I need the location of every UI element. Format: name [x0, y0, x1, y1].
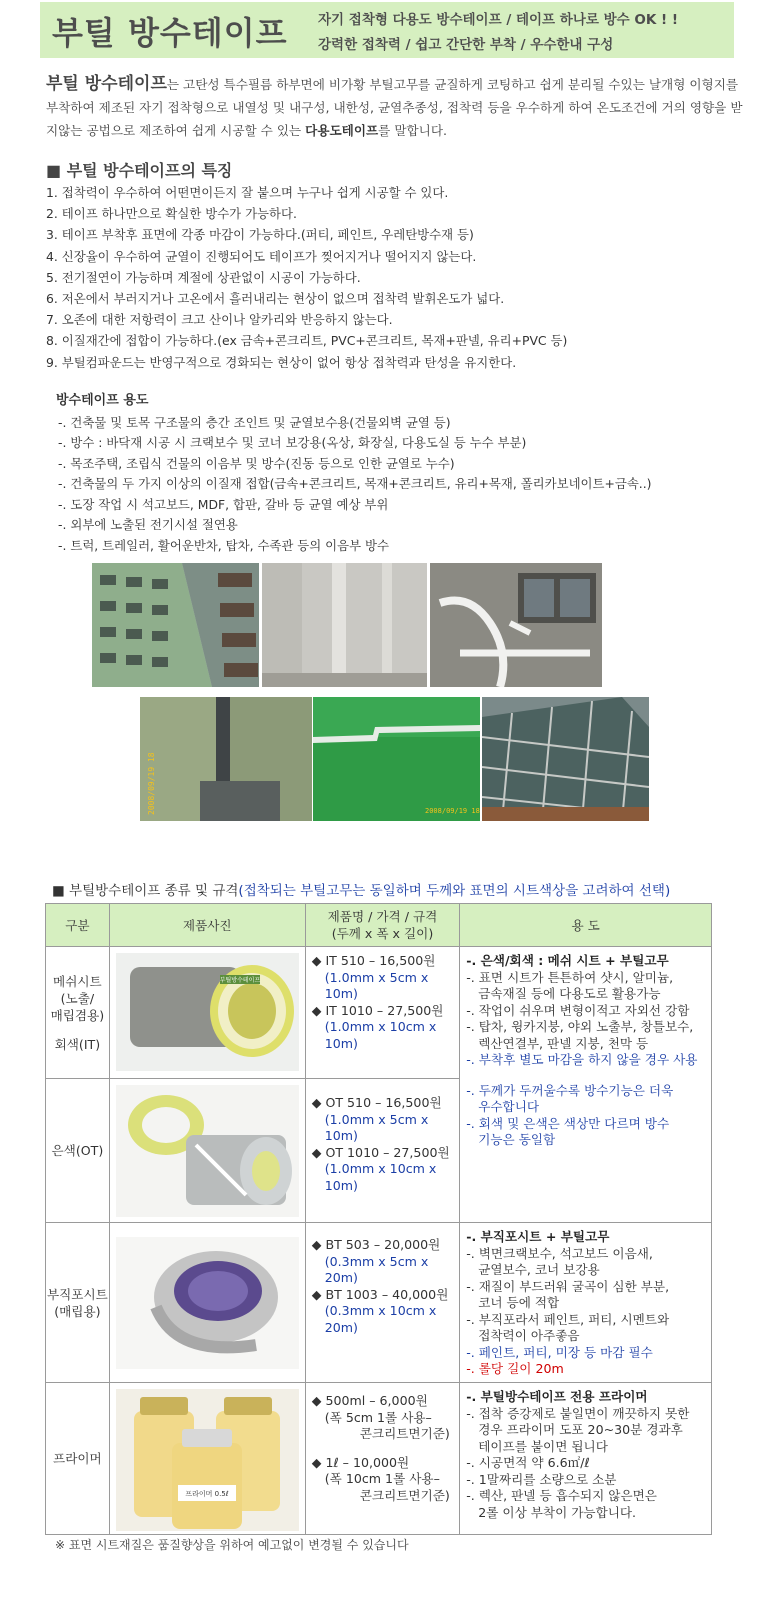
page-title: 부틸 방수테이프 [52, 14, 288, 52]
feature-item: 8. 이질재간에 접합이 가능하다.(ex 금속+콘크리트, PVC+콘크리트, 목재+판넬, 유리+PVC 등) [46, 333, 568, 349]
use-cell-mesh [460, 947, 712, 1223]
use-line: 경우 프라이머 도포 20~30분 경과후 [478, 1422, 683, 1437]
price-cell-it [305, 947, 459, 1079]
price-spec: (1.0mm x 10cm x 10m) [324, 1019, 437, 1051]
price-spec: (폭 5cm 1롤 사용– [324, 1409, 432, 1425]
product-photo-silver-tape [116, 1085, 299, 1217]
price-cell-bt [305, 1223, 459, 1383]
feature-item: 7. 오존에 대한 저항력이 크고 산이나 알카리와 반응하지 않는다. [46, 312, 393, 328]
banner-tagline-1: 자기 접착형 다용도 방수테이프 / 테이프 하나로 방수 OK ! ! [318, 12, 679, 28]
use-line: 렉산연결부, 판넬 지붕, 천막 등 [478, 1035, 649, 1051]
tape-brand-label: 부틸방수테이프 [219, 977, 261, 984]
use-heading: -. 부틸방수테이프 전용 프라이머 [466, 1389, 648, 1404]
use-line: -. 접착 증강제로 붙일면이 깨끗하지 못한 [466, 1405, 690, 1421]
table-row [46, 1223, 712, 1383]
intro-text-2: 를 말합니다. [378, 123, 448, 138]
price-item: ◆ 500ml – 6,000원 [311, 1393, 428, 1408]
product-photo-primer [116, 1389, 299, 1531]
price-item: ◆ IT 510 – 16,500원 [311, 953, 436, 968]
use-line: -. 작업이 쉬우며 변형이적고 자외선 강함 [466, 1002, 690, 1018]
photo-apartment-exterior [92, 563, 259, 687]
price-item: ◆ IT 1010 – 27,500원 [311, 1002, 444, 1018]
price-cell-ot [305, 1079, 459, 1223]
price-cell-primer [305, 1383, 459, 1535]
spec-title [52, 879, 670, 899]
use-line: -. 부착후 별도 마감을 하지 않을 경우 사용 [466, 1052, 698, 1067]
use-line: -. 롤당 길이 20m [466, 1361, 564, 1376]
footnote: ※ 표면 시트재질은 품질향상을 위하여 예고없이 변경될 수 있습니다 [55, 1538, 409, 1552]
price-item: ◆ OT 1010 – 27,500원 [311, 1144, 450, 1160]
usage-item: -. 목조주택, 조립식 건물의 이음부 및 방수(진동 등으로 인한 균열로 누수) [58, 455, 455, 471]
use-line: -. 표면 시트가 튼튼하여 샷시, 알미늄, [466, 969, 674, 985]
use-line: 코너 등에 적합 [478, 1295, 560, 1310]
feature-item: 2. 테이프 하나만으로 확실한 방수가 가능하다. [46, 206, 297, 222]
header-banner [40, 2, 734, 58]
category-primer: 프라이머 [46, 1383, 110, 1535]
feature-item: 6. 저온에서 부러지거나 고온에서 흘러내리는 현상이 없으며 접착력 발휘온도가 넓다. [46, 291, 505, 307]
use-line: -. 1말짜리를 소량으로 소분 [466, 1471, 617, 1487]
price-spec: (1.0mm x 10cm x 10m) [324, 1161, 437, 1193]
category-label: 매립겸용) [50, 1007, 105, 1023]
header-photo: 제품사진 [109, 904, 305, 947]
usage-item: -. 방수 : 바닥재 시공 시 크랙보수 및 코너 보강용(옥상, 화장실, 다용도실 등 누수 부분) [58, 435, 527, 450]
category-label: 메쉬시트 [53, 973, 102, 989]
usage-item: -. 트럭, 트레일러, 활어운반차, 탑차, 수족관 등의 이음부 방수 [58, 537, 389, 553]
price-item: ◆ 1ℓ – 10,000원 [311, 1454, 410, 1470]
price-spec: (1.0mm x 5cm x 10m) [324, 1111, 429, 1143]
features-list [46, 182, 746, 373]
photo-corner-tape [140, 697, 312, 821]
use-heading: -. 은색/회색 : 메쉬 시트 + 부틸고무 [466, 953, 669, 968]
use-line: -. 부직포라서 페인트, 퍼티, 시멘트와 [466, 1311, 670, 1327]
use-line: -. 탑차, 윙카지붕, 야외 노출부, 창틀보수, [466, 1019, 694, 1034]
product-photo-fabric-tape [116, 1237, 299, 1369]
feature-item: 9. 부틸컴파운드는 반영구적으로 경화되는 현상이 없어 항상 접착력과 탄성을 유지한다. [46, 354, 517, 370]
use-line: -. 두께가 두꺼울수록 방수기능은 더욱 [466, 1082, 674, 1098]
feature-item: 4. 신장율이 우수하여 균열이 진행되어도 테이프가 찢어지거나 떨어지지 않는다. [46, 248, 477, 264]
usage-list [56, 413, 756, 557]
use-line: -. 벽면크랙보수, 석고보드 이음새, [466, 1245, 653, 1261]
use-line: -. 회색 및 은색은 색상만 다르며 방수 [466, 1115, 670, 1131]
use-line: -. 재질이 부드러워 굴곡이 심한 부분, [466, 1278, 670, 1294]
price-item: ◆ BT 503 – 20,000원 [311, 1237, 441, 1252]
photo-date-stamp: 2008/09/19 18 [147, 752, 156, 815]
price-item: ◆ BT 1003 – 40,000원 [311, 1286, 449, 1302]
use-heading: -. 부직포시트 + 부틸고무 [466, 1229, 610, 1244]
intro-bold: 다용도테이프 [305, 123, 379, 138]
feature-item: 3. 테이프 부착후 표면에 각종 마감이 가능하다.(퍼티, 페인트, 우레탄방수재 등) [46, 227, 474, 243]
usage-item: -. 건축물 및 토목 구조물의 층간 조인트 및 균열보수용(건물외벽 균열 등) [58, 414, 451, 430]
product-photo-cell [109, 1383, 305, 1535]
product-photo-cell [109, 1079, 305, 1223]
category-label: 부직포시트 [46, 1286, 108, 1302]
price-spec: (1.0mm x 5cm x 10m) [324, 969, 429, 1001]
use-line: 테이프를 붙이면 됩니다 [478, 1438, 608, 1454]
header-category: 구분 [46, 904, 110, 947]
intro-text-1: 는 고탄성 특수필름 하부면에 비가황 부틸고무를 균질하게 코팅하고 쉽게 분리될 수있는 날개형 이형지를 부착하여 제조된 자기 접착형으로 내열성 및 내구성, 내한성, 균열추종성, 접착력 등을 우수하게 하여 온도조건에 거의 영향을 받지않는 공법으로 제조하여 쉽게 시공할 수 있는 [46, 77, 743, 138]
header-product-line2: (두께 x 폭 x 길이) [331, 926, 434, 941]
use-line: 기능은 동일함 [478, 1132, 556, 1147]
spec-table [45, 903, 712, 1535]
price-spec: (0.3mm x 10cm x 20m) [324, 1303, 437, 1335]
primer-bottle-label: 프라이머 0.5ℓ [185, 1490, 229, 1498]
feature-item: 5. 전기절연이 가능하며 계절에 상관없이 시공이 가능하다. [46, 269, 361, 285]
use-line: -. 시공면적 약 6.6㎡/ℓ [466, 1455, 590, 1470]
use-line: -. 렉산, 판넬 등 흡수되지 않은면은 [466, 1488, 657, 1503]
price-spec: (폭 10cm 1롤 사용– [324, 1471, 440, 1486]
category-fabric [46, 1223, 110, 1383]
category-label: (노출/ [60, 990, 95, 1006]
photo-date-stamp: 2008/09/19 18 [425, 807, 480, 815]
usage-section [56, 391, 756, 556]
header-use: 용 도 [460, 904, 712, 947]
use-line: 금속재질 등에 다용도로 활용가능 [478, 986, 661, 1001]
product-photo-gray-tape [116, 953, 299, 1071]
feature-item: 1. 접착력이 우수하여 어떤면이든지 잘 붙으며 누구나 쉽게 시공할 수 있다. [46, 185, 449, 200]
price-spec: 콘크리트면기준) [359, 1426, 450, 1441]
usage-title: 방수테이프 용도 [56, 393, 149, 408]
features-title: ■ 부틸 방수테이프의 특징 [46, 161, 233, 180]
use-line: -. 페인트, 퍼티, 미장 등 마감 필수 [466, 1344, 653, 1360]
photo-green-floor-tape [313, 697, 480, 821]
price-spec: (0.3mm x 5cm x 20m) [324, 1253, 429, 1285]
use-line: 우수합니다 [478, 1099, 540, 1114]
usage-item: -. 외부에 노출된 전기시설 절연용 [58, 517, 238, 532]
use-line: 균열보수, 코너 보강용 [478, 1262, 600, 1277]
intro-lead: 부틸 방수테이프 [46, 74, 167, 94]
product-photo-cell [109, 947, 305, 1079]
use-line: 접착력이 아주좋음 [478, 1328, 580, 1343]
use-line: 2롤 이상 부착이 가능합니다. [478, 1504, 637, 1520]
spec-title-prefix: ■ 부틸방수테이프 종류 및 규격 [52, 883, 239, 899]
header-product [305, 904, 459, 947]
banner-tagline-2: 강력한 접착력 / 쉽고 간단한 부착 / 우수한내 구성 [318, 37, 614, 53]
price-item: ◆ OT 510 – 16,500원 [311, 1095, 442, 1110]
category-label: 회색(IT) [54, 1036, 101, 1052]
table-header-row [46, 904, 712, 947]
product-photo-cell [109, 1223, 305, 1383]
usage-item: -. 도장 작업 시 석고보드, MDF, 합판, 갈바 등 균열 예상 부위 [58, 496, 389, 512]
photo-window-wall-repair [430, 563, 602, 687]
photo-glass-roof [482, 697, 649, 821]
intro-paragraph [46, 73, 746, 142]
spec-title-note: (접착되는 부틸고무는 동일하며 두께와 표면의 시트색상을 고려하여 선택) [238, 883, 671, 899]
photo-interior-wall [262, 563, 427, 687]
category-silver: 은색(OT) [46, 1079, 110, 1223]
table-row [46, 947, 712, 1079]
header-product-line1: 제품명 / 가격 / 규격 [327, 909, 438, 924]
category-label: (매립용) [54, 1303, 101, 1319]
table-row [46, 1383, 712, 1535]
usage-item: -. 건축물의 두 가지 이상의 이질재 접합(금속+콘크리트, 목재+콘크리트, 유리+목재, 폴리카보네이트+금속..) [58, 476, 652, 491]
category-mesh [46, 947, 110, 1079]
use-cell-fabric [460, 1223, 712, 1383]
use-cell-primer [460, 1383, 712, 1535]
price-spec: 콘크리트면기준) [359, 1487, 450, 1503]
